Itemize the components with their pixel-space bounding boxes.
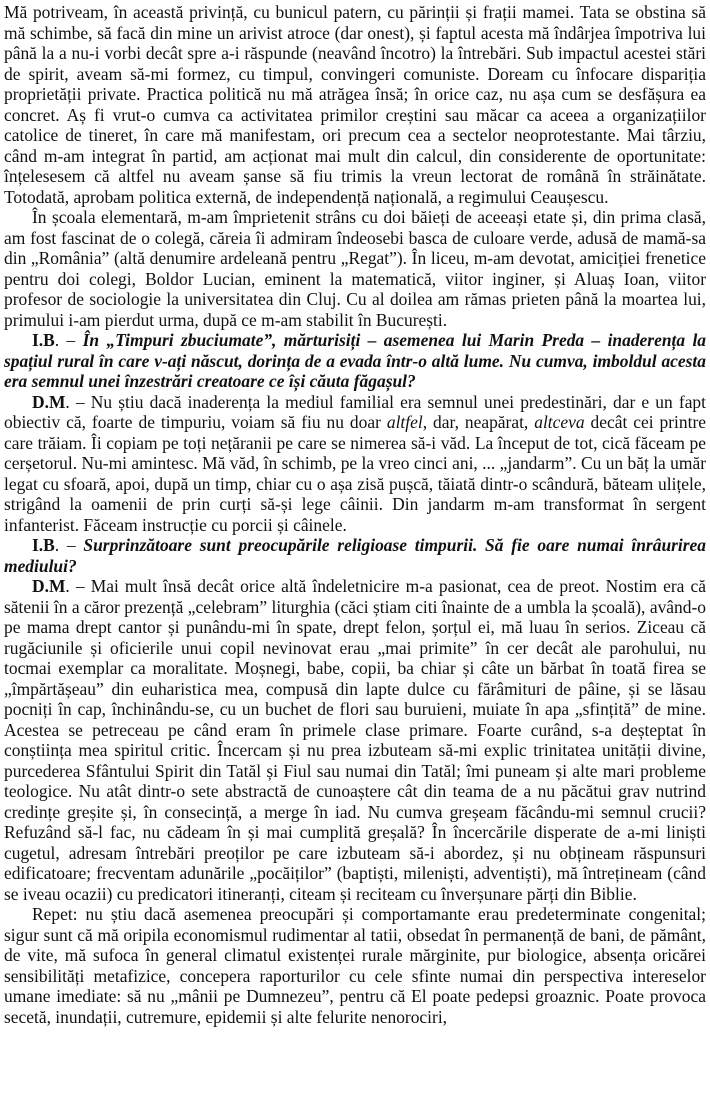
emphasis-altfel: altfel <box>386 412 423 432</box>
question-rural-space <box>4 330 706 392</box>
emphasis-altceva: altceva <box>534 412 585 432</box>
answer-text: , dar, neapărat, <box>422 412 535 432</box>
answer-text: . – Mai mult însă decât orice altă îndeletnicire m-a pasionat, cea de preot. Nostim era că sătenii în a căror prezență „celebram” liturghia (căci știam citi înainte de a umbla la școală), având-o pe mama drept cantor și punându-mi în spate, drept felon, șorțul ei, mă luau în serios. Ziceau că rugăciunile și oficierile unui copil nevinovat erau „mai primite” în cer decât ale parohului, nu tocmai exemplar ca moralitate. Moșnegi, babe, copii, ba chiar și câte un bărbat în toată firea se „împărtășeau” din euharistica mea, compusă din lapte dulce cu fărâmituri de pâine, și se lăsau pocniți în cap, închinându-se, cu un buchet de flori sau buruieni, muiate în apa „sfințită” de mine. Acestea se petreceau pe când eram în primele clase primare. Foarte curând, s-a deșteptat în conștiința mea spiritul critic. Încercam și nu prea izbuteam să-mi explic trinitatea unității divine, purcederea Sfântului Spirit din Tatăl și Fiul sau numai din Tatăl; îmi puneam și alte mari probleme teologice. Nu atât dintr-o sete abstractă de cunoaștere cât din teama de a nu păcătui grav nutrind credințe greșite și, în consecință, a merge în iad. Nu cumva greșeam făcându-mi semnul crucii? Refuzând să-l fac, nu cădeam în și mai cumplită greșală? În încercările disperate de a-mi liniști cugetul, adresam întrebări preoților pe care izbuteam să-i abordez, și nu obțineam răspunsuri edificatoare; frecventam adunările „pocăiților” (baptiști, mileniști, adventiști), mă întrețineam (când se iveau ocazii) cu predicatori itineranți, citeam și reciteam cu înverșunare părți din Biblie. <box>4 576 706 904</box>
paragraph-school-friends: În școala elementară, m-am împrietenit strâns cu doi băieți de aceeași etate și, din prima clasă, am fost fascinat de o colegă, căreia îi admiram îndeosebi basca de culoare verde, adusă de mamă-sa din „România” (altă denumire ardeleană pentru „Regat”). În liceu, m-am devotat, amiciției frenetice pentru doi colegi, Boldor Lucian, eminent la matematică, viitor inginer, și Aluaș Ioan, viitor profesor de sociologie la universitatea din Cluj. Cu al doilea am rămas prieten până la moartea lui, primului i-am pierdut urma, după ce m-am stabilit în București. <box>4 207 706 330</box>
paragraph-repet: Repet: nu știu dacă asemenea preocupări și comportamante erau predeterminate congenital; sigur sunt că mă oripila economismul rudimentar al tatii, obsedat în permanență de bani, de pământ, de vite, mă sufoca în general climatul existenței rurale mărginite, pur biologice, absența oricărei sensibilități metafizice, concepera raporturilor cu cele sfinte numai din perspectiva intereselor umane imediate: să nu „mânii pe Dumnezeu”, pentru că El poate pedepsi groaznic. Poate provoca secetă, inundații, cutremure, epidemii și alte felurite nenorociri, <box>4 904 706 1027</box>
speaker-label: I.B <box>32 330 55 350</box>
speaker-label: D.M <box>32 391 66 412</box>
question-text: Surprinzătoare sunt preocupările religioase timpurii. Să fie oare numai înrâurirea mediului? <box>4 535 707 576</box>
answer-text: decât cei printre care trăiam. Îi copiam pe toți nețăranii pe care se nimerea să-i văd. La început de tot, cică făceam pe cerșetorul. Nu-mi amintesc. Mă văd, în schimb, pe la vreo cinci ani, ... „jandarm”. Cu un băț la umăr legat cu sfoară, apoi, după un timp, chiar cu o așa zisă pușcă, tăiată dintr-o scândură, băteam ulițele, strigând la oamenii de prin curți să-și lege câinii. Din jandarm m-am transformat în sergent infanterist. Făceam instrucție cu porcii și câinele. <box>4 412 706 535</box>
answer-priest <box>4 576 706 904</box>
speaker-separator: . – <box>54 535 84 555</box>
answer-inaderenta <box>4 392 706 536</box>
answer-text: . – Nu știu dacă inaderența la mediul familial era semnul unei predestinări, dar e un fapt obiectiv că, foarte de timpuriu, voiam să fiu nu doar <box>4 391 706 432</box>
question-text: În „Timpuri zbuciumate”, mărturisiți – asemenea lui Marin Preda – inaderența la spațiul rural în care v-ați născut, dorința de a evada într-o altă lume. Nu cumva, imboldul acesta era semnul unei înzestrări creatoare ce își căuta făgașul? <box>4 330 707 391</box>
speaker-label: I.B <box>32 535 55 555</box>
question-religious <box>4 535 706 576</box>
speaker-separator: . – <box>54 330 83 350</box>
paragraph-memories-family: Mă potriveam, în această privință, cu bunicul patern, cu părinții și frații mamei. Tata se obstina să mă schimbe, să facă din mine un arivist atroce (dar onest), și faptul acesta mă îndârjea împotriva lui până la a nu-i vorbi decât spre a-i răspunde (neavând încotro) la întrebări. Sub impactul acestei stări de spirit, aveam să-mi formez, cu timpul, convingeri comuniste. Doream cu înfocare dispariția proprietății private. Practica politică nu mă atrăgea însă; în orice caz, nu așa cum se desfășura ea concret. Aș fi vrut-o cumva ca activitatea primilor creștini sau măcar ca aceea a organizațiilor catolice de tineret, în care mă manifestam, ori precum cea a sectelor neoprotestante. Mai târziu, când m-am integrat în partid, am acționat mai mult din calcul, din considerente de oportunitate: înțelesesem că altfel nu aveam șanse să fiu trimis la vreun lectorat de română în străinătate. Totodată, aprobam politica externă, de independență națională, a regimului Ceaușescu. <box>4 2 706 207</box>
speaker-label: D.M <box>32 576 66 596</box>
